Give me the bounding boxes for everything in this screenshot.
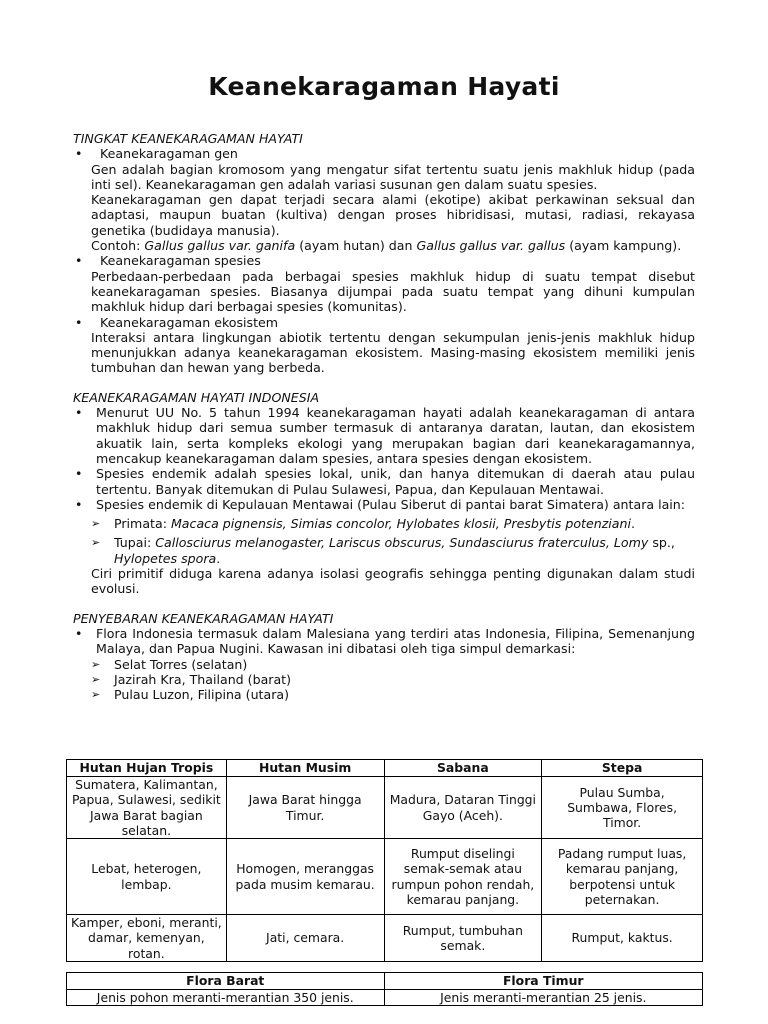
arrow-item-demarkasi <box>73 657 695 672</box>
bullet-label: Keanekaragaman ekosistem <box>100 314 279 330</box>
table-row <box>67 839 703 915</box>
table-cell: Homogen, meranggas pada musim kemarau. <box>226 839 384 915</box>
arrow-item-demarkasi <box>73 687 695 702</box>
arrow-item-demarkasi <box>73 672 695 687</box>
arrow-bullet-icon: ➢ <box>91 536 101 550</box>
bullet-text: Flora Indonesia termasuk dalam Malesiana yang terdiri atas Indonesia, Filipina, Semenanjung Malaya, dan Papua Nugini. Kawasan ini dibatasi oleh tiga simpul demarkasi: <box>96 625 695 657</box>
bullet-dot-icon: • <box>75 466 83 482</box>
bullet-flora-indonesia <box>73 626 695 657</box>
arrow-bullet-icon: ➢ <box>91 672 101 686</box>
arrow-bullet-icon: ➢ <box>91 517 101 531</box>
paragraph-ciri-primitif: Ciri primitif diduga karena adanya isolasi geografis sehingga penting digunakan dalam studi evolusi. <box>91 566 695 597</box>
bullet-endemik <box>73 466 695 497</box>
column-header: Flora Barat <box>67 973 385 990</box>
arrow-text: Pulau Luzon, Filipina (utara) <box>114 687 290 703</box>
bullet-dot-icon: • <box>75 496 83 512</box>
species-list: Macaca pignensis, Simias concolor, Hylobates klosii, Presbytis potenziani <box>170 516 632 532</box>
table-cell: Padang rumput luas, kemarau panjang, berpotensi untuk peternakan. <box>542 839 703 915</box>
arrow-tail: . <box>216 550 221 566</box>
species-name: Hylopetes spora <box>114 550 217 566</box>
vegetation-table <box>66 759 703 962</box>
table-row <box>67 777 703 839</box>
arrow-text: Selat Torres (selatan) <box>114 656 248 672</box>
species-list: Callosciurus melanogaster, Lariscus obscurus, Sundasciurus fraterculus, Lomy <box>155 535 649 551</box>
bullet-text: Spesies endemik di Kepulauan Mentawai (Pulau Siberut di pantai barat Simatera) antara lain: <box>96 496 686 512</box>
paragraph-ekosistem: Interaksi antara lingkungan abiotik tertentu dengan sekumpulan jenis-jenis makhluk hidup menunjukkan adanya keanekaragaman ekosistem. Masing-masing ekosistem memiliki jenis tumbuhan dan hewan yang berbeda. <box>91 329 695 376</box>
table-cell: Lebat, heterogen, lembap. <box>67 839 227 915</box>
paragraph-spesies: Perbedaan-perbedaan pada berbagai spesies makhluk hidup di suatu tempat disebut keanekaragaman spesies. Biasanya dijumpai pada suatu tempat yang dihuni kumpulan makhluk hidup dari berbagai spesies (komunitas). <box>91 268 695 315</box>
table-cell: Madura, Dataran Tinggi Gayo (Aceh). <box>384 777 542 839</box>
column-header: Hutan Musim <box>226 760 384 777</box>
arrow-item-tupai <box>73 535 695 566</box>
bullet-label: Keanekaragaman gen <box>100 146 238 162</box>
bullet-dot-icon: • <box>75 146 83 162</box>
table-header-row <box>67 760 703 777</box>
bullet-label: Keanekaragaman spesies <box>100 253 261 269</box>
bullet-dot-icon: • <box>75 253 83 269</box>
section-heading-penyebaran: PENYEBARAN KEANEKARAGAMAN HAYATI <box>73 610 334 626</box>
table-cell: Kamper, eboni, meranti, damar, kemenyan, rotan. <box>67 915 227 962</box>
bullet-keanekaragaman-spesies <box>73 253 695 268</box>
table-cell: Rumput, kaktus. <box>542 915 703 962</box>
table-row <box>67 915 703 962</box>
arrow-lead: Tupai: <box>114 535 156 551</box>
bullet-dot-icon: • <box>75 625 83 641</box>
paragraph-gen-definition: Gen adalah bagian kromosom yang mengatur sifat tertentu suatu jenis makhluk hidup (pada inti sel). Keanekaragaman gen adalah variasi susunan gen dalam suatu spesies. <box>91 161 695 192</box>
table-cell: Jati, cemara. <box>226 915 384 962</box>
bullet-mentawai <box>73 497 695 512</box>
table-cell: Pulau Sumba, Sumbawa, Flores, Timor. <box>542 777 703 839</box>
table-header-row <box>67 973 703 990</box>
page-title: Keanekaragaman Hayati <box>208 72 560 101</box>
arrow-item-primata <box>73 516 695 531</box>
section-heading-indonesia: KEANEKARAGAMAN HAYATI INDONESIA <box>73 389 320 405</box>
example-lead: Contoh: <box>91 238 145 254</box>
bullet-keanekaragaman-ekosistem <box>73 315 695 330</box>
column-header: Sabana <box>384 760 542 777</box>
arrow-bullet-icon: ➢ <box>91 657 101 671</box>
bullet-uu <box>73 405 695 466</box>
bullet-text: Menurut UU No. 5 tahun 1994 keanekaragaman hayati adalah keanekaragaman di antara makhluk hidup dari semua sumber termasuk di antaranya daratan, lautan, dan ekosistem akuatik lain, serta kompleks ekologi yang merupakan bagian dari keanekaragamannya, mencakup keanekaragaman dalam spesies, antara spesies dengan ekosistem. <box>96 405 695 466</box>
species-name: Gallus gallus var. ganifa <box>144 238 296 254</box>
column-header: Stepa <box>542 760 703 777</box>
document-body <box>73 131 695 702</box>
column-header: Hutan Hujan Tropis <box>67 760 227 777</box>
arrow-tail: . <box>631 516 636 532</box>
example-tail: (ayam kampung). <box>565 238 682 254</box>
bullet-dot-icon: • <box>75 314 83 330</box>
bullet-keanekaragaman-gen <box>73 146 695 161</box>
table-cell: Rumput diselingi semak-semak atau rumpun pohon rendah, kemarau panjang. <box>384 839 542 915</box>
example-mid: (ayam hutan) dan <box>295 238 417 254</box>
arrow-mid: sp., <box>648 535 675 551</box>
table-cell: Jenis meranti-merantian 25 jenis. <box>384 990 703 1006</box>
flora-table <box>66 972 703 1006</box>
table-cell: Sumatera, Kalimantan, Papua, Sulawesi, sedikit Jawa Barat bagian selatan. <box>67 777 227 839</box>
arrow-text: Jazirah Kra, Thailand (barat) <box>114 671 292 687</box>
table-cell: Jawa Barat hingga Timur. <box>226 777 384 839</box>
table-cell: Rumput, tumbuhan semak. <box>384 915 542 962</box>
paragraph-gen-process: Keanekaragaman gen dapat terjadi secara alami (ekotipe) akibat perkawinan seksual dan adaptasi, maupun buatan (kultiva) dengan proses hibridisasi, mutasi, radiasi, rekayasa genetika (budidaya manusia). <box>91 192 695 238</box>
bullet-text: Spesies endemik adalah spesies lokal, unik, dan hanya ditemukan di daerah atau pulau tertentu. Banyak ditemukan di Pulau Sulawesi, Papua, dan Kepulauan Mentawai. <box>96 466 695 497</box>
table-row <box>67 990 703 1006</box>
paragraph-gen-example <box>73 238 695 253</box>
species-name: Gallus gallus var. gallus <box>416 238 566 254</box>
bullet-dot-icon: • <box>75 405 83 421</box>
arrow-bullet-icon: ➢ <box>91 688 101 702</box>
table-cell: Jenis pohon meranti-merantian 350 jenis. <box>67 990 385 1006</box>
section-heading-tingkat: TINGKAT KEANEKARAGAMAN HAYATI <box>73 131 303 146</box>
column-header: Flora Timur <box>384 973 703 990</box>
arrow-lead: Primata: <box>114 516 171 532</box>
